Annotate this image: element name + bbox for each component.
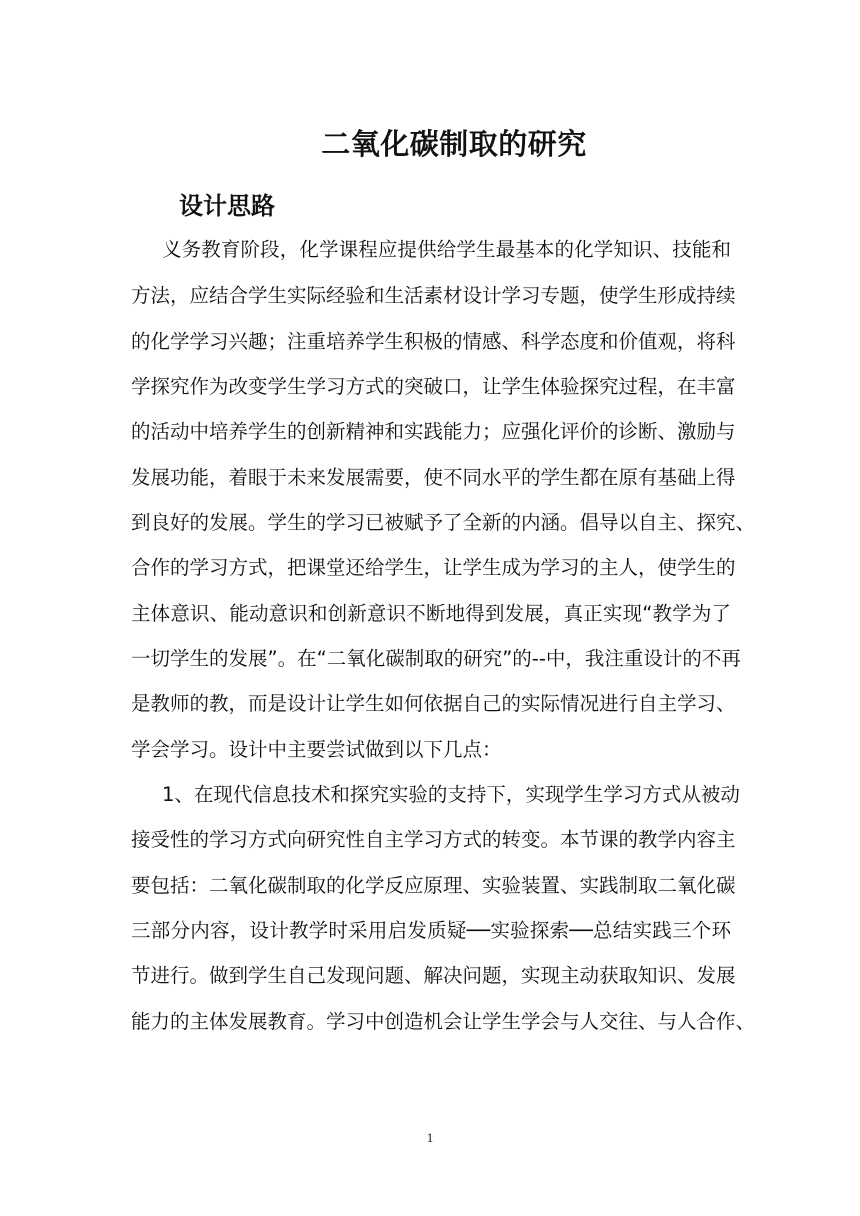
paragraph-line: 合作的学习方式，把课堂还给学生，让学生成为学习的主人，使学生的 [131,556,736,579]
paragraph-line: 节进行。做到学生自己发现问题、解决问题，实现主动获取知识、发展 [131,964,736,987]
paragraph-line: 主体意识、能动意识和创新意识不断地得到发展，真正实现“教学为了 [131,602,731,625]
paragraph-line: 学探究作为改变学生学习方式的突破口，让学生体验探究过程，在丰富 [131,375,736,398]
paragraph-line: 义务教育阶段，化学课程应提供给学生最基本的化学知识、技能和 [162,238,731,261]
paragraph-line: 学会学习。设计中主要尝试做到以下几点： [131,738,502,761]
paragraph-line: 是教师的教，而是设计让学生如何依据自己的实际情况进行自主学习、 [131,692,736,715]
document-title: 二氧化碳制取的研究 [321,127,587,161]
paragraph-line: 发展功能，着眼于未来发展需要，使不同水平的学生都在原有基础上得 [131,466,736,489]
paragraph-line: 要包括：二氧化碳制取的化学反应原理、实验装置、实践制取二氧化碳 [131,874,736,897]
page-number: 1 [426,1130,434,1145]
paragraph-line: 1、在现代信息技术和探究实验的支持下，实现学生学习方式从被动 [162,783,740,806]
paragraph-line: 的化学学习兴趣；注重培养学生积极的情感、科学态度和价值观，将科 [131,330,736,353]
paragraph-line: 能力的主体发展教育。学习中创造机会让学生学会与人交往、与人合作、 [131,1010,756,1033]
paragraph-line: 接受性的学习方式向研究性自主学习方式的转变。本节课的教学内容主 [131,828,736,851]
paragraph-line: 方法，应结合学生实际经验和生活素材设计学习专题，使学生形成持续 [131,284,736,307]
paragraph-line: 一切学生的发展”。在“二氧化碳制取的研究”的--中，我注重设计的不再 [131,647,741,670]
paragraph-line: 到良好的发展。学生的学习已被赋予了全新的内涵。倡导以自主、探究、 [131,511,756,534]
paragraph-line: 三部分内容，设计教学时采用启发质疑──实验探索──总结实践三个环 [131,919,731,942]
section-heading: 设计思路 [179,192,275,220]
paragraph-line: 的活动中培养学生的创新精神和实践能力；应强化评价的诊断、激励与 [131,420,736,443]
